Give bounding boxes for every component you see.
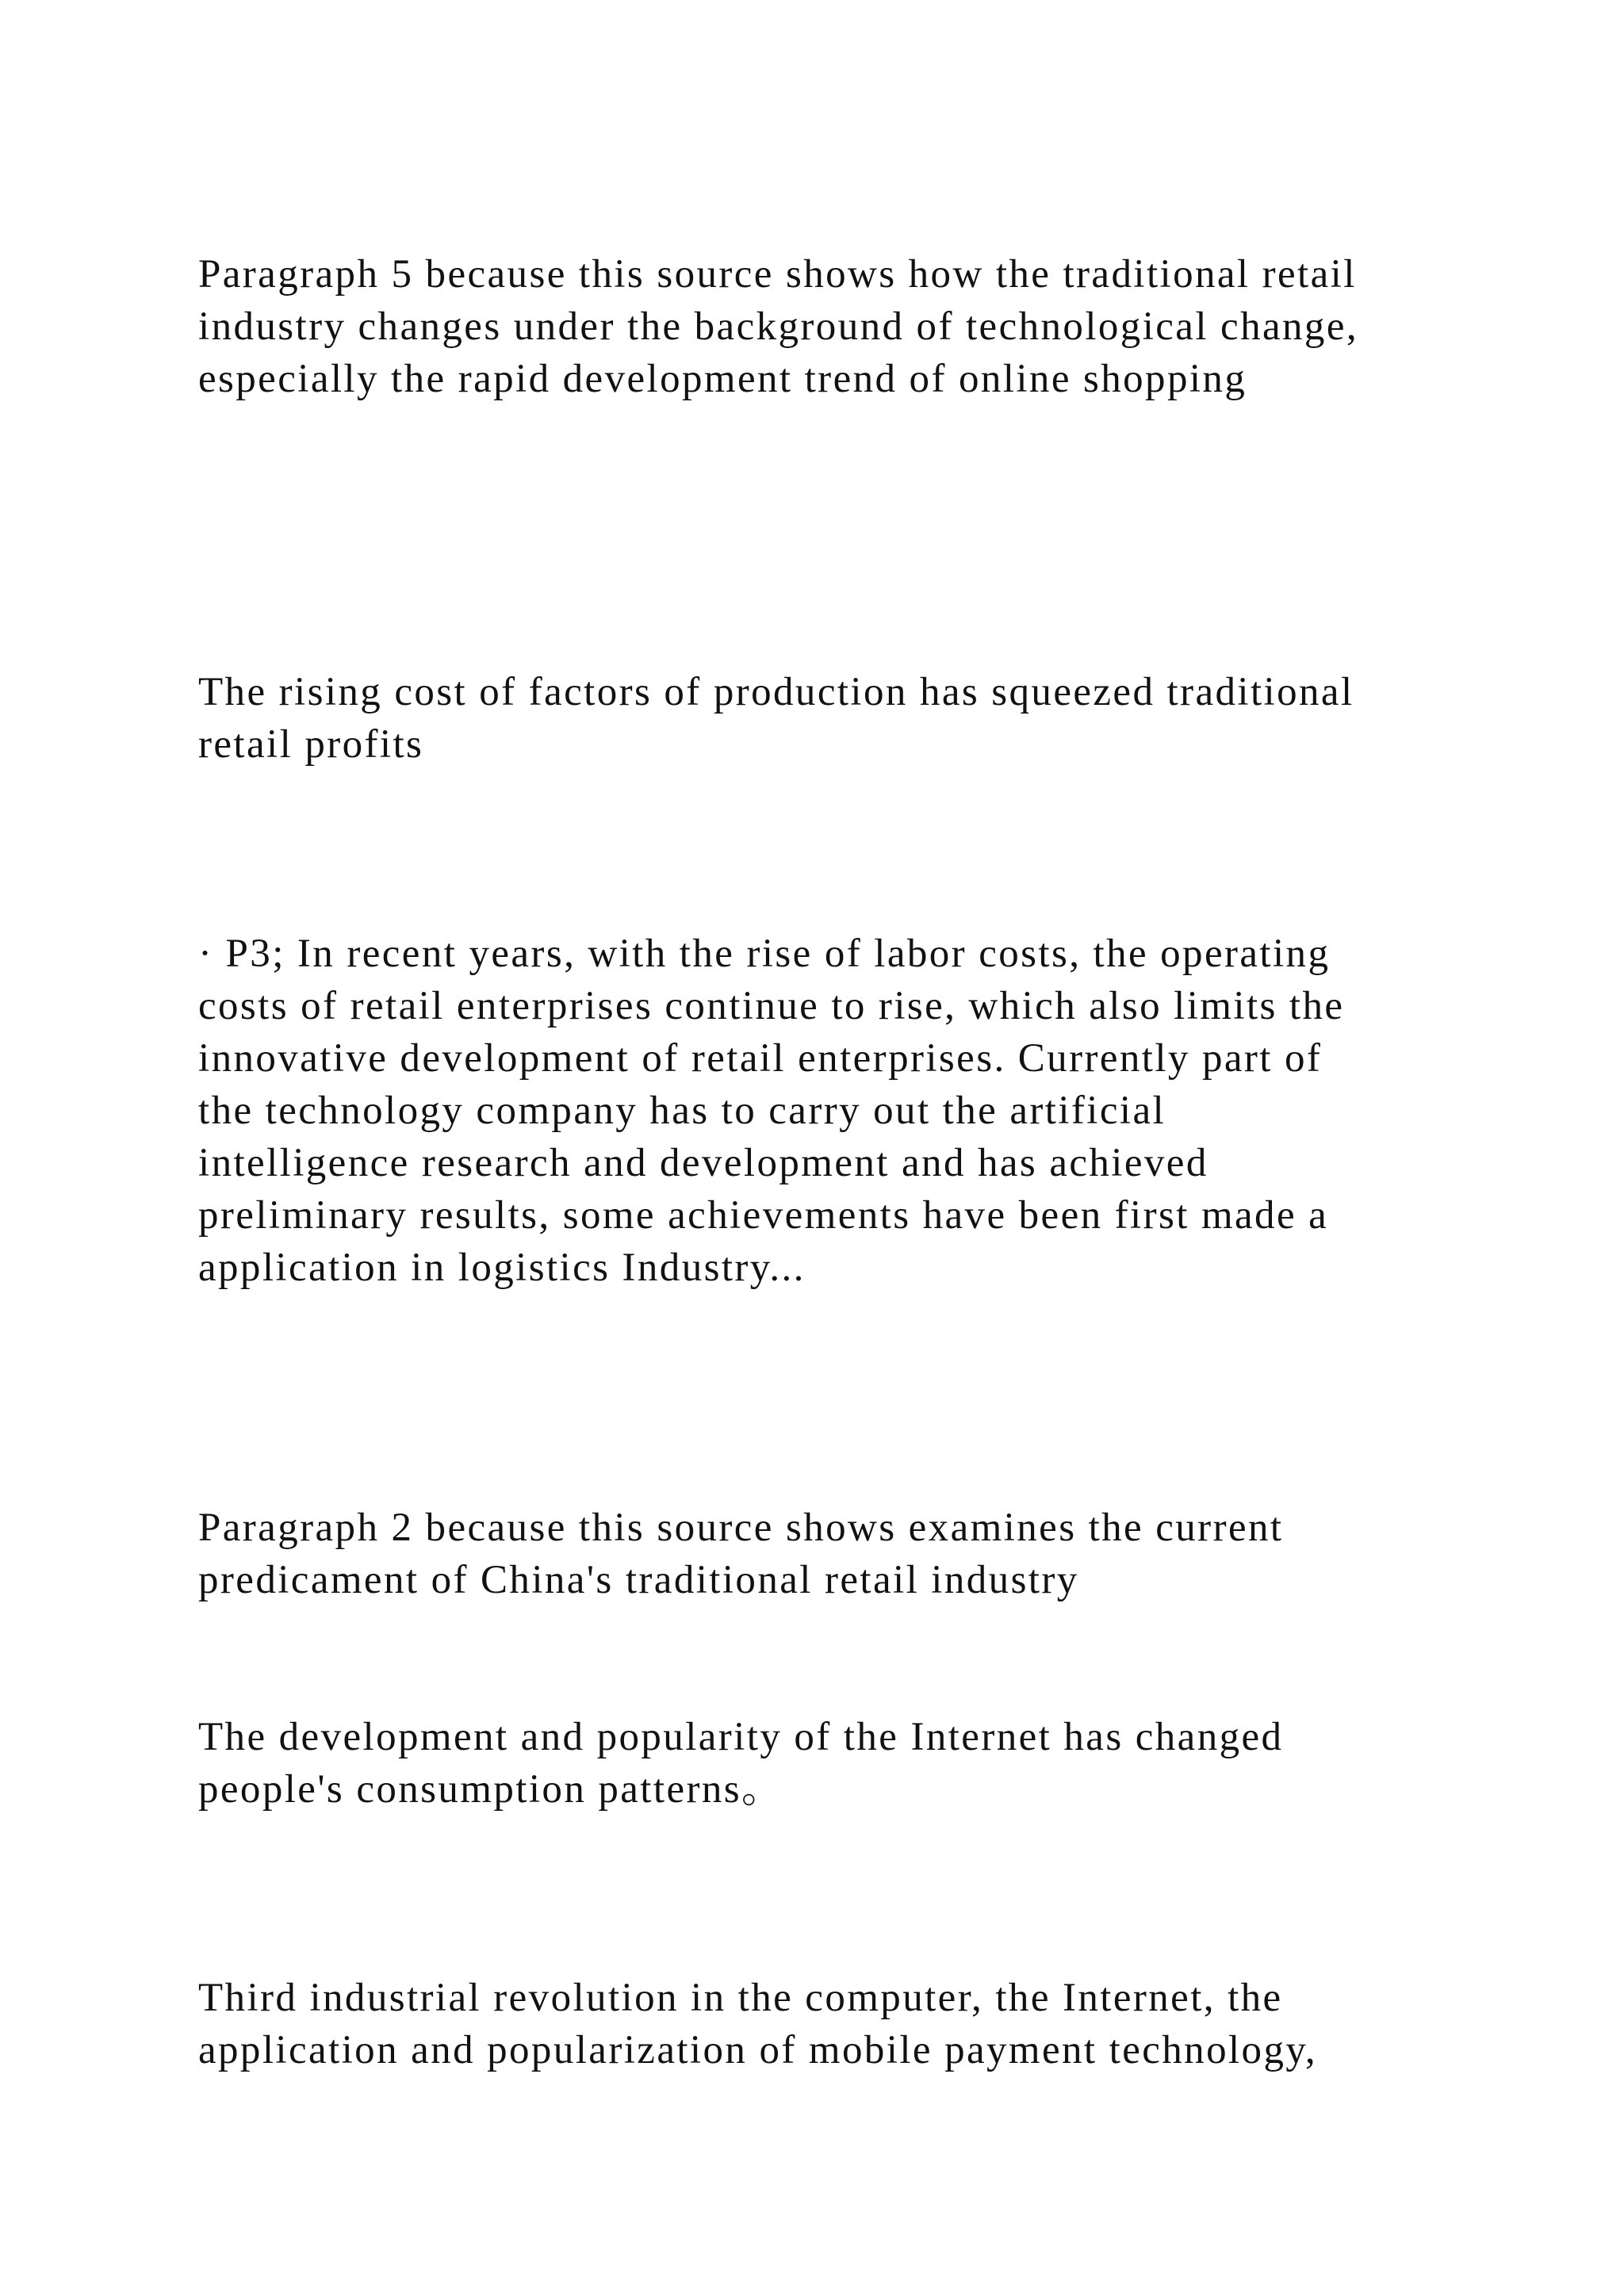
text-line: intelligence research and development and has achieved	[198, 1141, 1208, 1185]
text-line: predicament of China's traditional retail industry	[198, 1558, 1079, 1602]
text-line: application in logistics Industry...	[198, 1246, 806, 1290]
paragraph-p3-quote	[198, 928, 1546, 1294]
paragraph-source-2	[198, 1502, 1546, 1606]
text-line: industry changes under the background of technological change,	[198, 304, 1359, 349]
text-line: The rising cost of factors of production has squeezed traditional	[198, 670, 1354, 714]
text-line: Third industrial revolution in the computer, the Internet, the	[198, 1976, 1283, 2020]
text-line: innovative development of retail enterprises. Currently part of	[198, 1036, 1323, 1081]
text-line: · P3; In recent years, with the rise of labor costs, the operating	[198, 932, 1331, 976]
paragraph-industrial-revolution	[198, 1972, 1546, 2076]
text-line: Paragraph 5 because this source shows how the traditional retail	[198, 252, 1357, 297]
text-line: The development and popularity of the Internet has changed	[198, 1715, 1284, 1759]
text-line: application and popularization of mobile payment technology,	[198, 2028, 1318, 2072]
paragraph-rising-cost	[198, 666, 1546, 771]
text-line: retail profits	[198, 722, 424, 767]
paragraph-internet-consumption	[198, 1711, 1546, 1816]
text-line: especially the rapid development trend of online shopping	[198, 357, 1247, 401]
text-line: the technology company has to carry out the artificial	[198, 1089, 1166, 1133]
text-line: Paragraph 2 because this source shows examines the current	[198, 1506, 1284, 1550]
paragraph-source-5	[198, 248, 1546, 405]
text-line: costs of retail enterprises continue to rise, which also limits the	[198, 984, 1345, 1028]
text-line: people's consumption patterns。	[198, 1767, 784, 1812]
text-line: preliminary results, some achievements have been first made a	[198, 1193, 1329, 1238]
